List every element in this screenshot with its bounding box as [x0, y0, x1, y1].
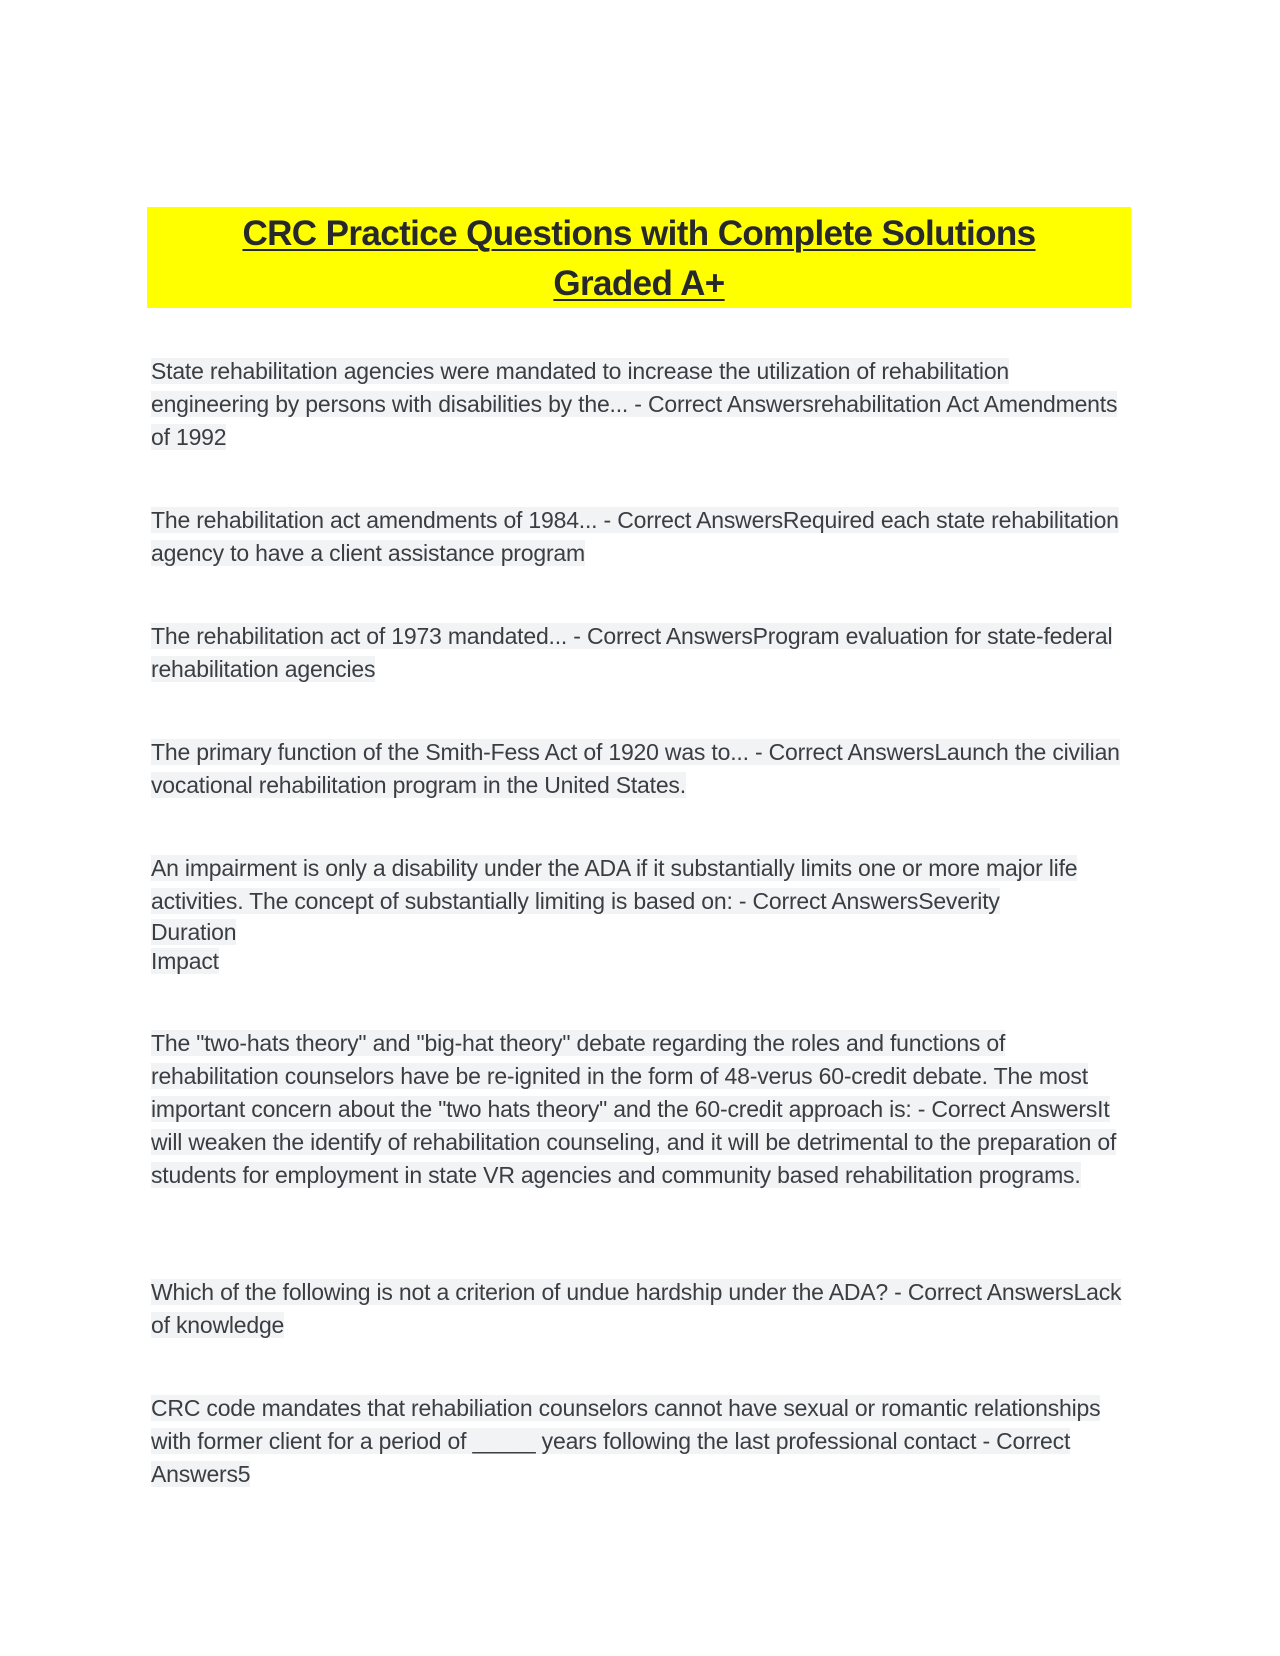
- qa-item-extra-line: Impact: [151, 948, 219, 974]
- qa-item-text: The primary function of the Smith-Fess Act of 1920 was to... - Correct AnswersLaunch the civilian vocational rehabilitation program in the United States.: [151, 739, 1120, 798]
- qa-item-text: CRC code mandates that rehabiliation counselors cannot have sexual or romantic relationships with former client for a period of _____ years following the last professional contact - Correct Answers5: [151, 1395, 1101, 1487]
- qa-item-text: The rehabilitation act of 1973 mandated... - Correct AnswersProgram evaluation for state-federal rehabilitation agencies: [151, 623, 1113, 682]
- qa-item-6: [151, 1027, 1126, 1192]
- qa-item-4: [151, 736, 1126, 802]
- document-title-line-2: Graded A+: [553, 264, 725, 303]
- qa-item-5: [151, 852, 1126, 976]
- document-title-banner: [147, 207, 1131, 308]
- qa-item-text: The "two-hats theory" and "big-hat theory" debate regarding the roles and functions of rehabilitation counselors have be re-ignited in the form of 48-verus 60-credit debate. The most important concern about the "two hats theory" and the 60-credit approach is: - Correct AnswersIt will weaken the identify of rehabilitation counseling, and it will be detrimental to the preparation of students for employment in state VR agencies and community based rehabilitation programs.: [151, 1030, 1117, 1188]
- qa-item-text: An impairment is only a disability under the ADA if it substantially limits one or more major life activities. The concept of substantially limiting is based on: - Correct AnswersSeverity: [151, 855, 1078, 914]
- qa-item-extra-line: Duration: [151, 919, 237, 945]
- qa-item-text: Which of the following is not a criterion of undue hardship under the ADA? - Correct AnswersLack of knowledge: [151, 1279, 1122, 1338]
- qa-item-8: [151, 1392, 1126, 1491]
- qa-item-2: [151, 504, 1126, 570]
- document-title-line-1: CRC Practice Questions with Complete Solutions: [242, 214, 1036, 253]
- qa-item-7: [151, 1276, 1126, 1342]
- qa-item-3: [151, 620, 1126, 686]
- qa-item-text: State rehabilitation agencies were mandated to increase the utilization of rehabilitation engineering by persons with disabilities by the... - Correct Answersrehabilitation Act Amendments of 1992: [151, 358, 1118, 450]
- qa-item-1: [151, 355, 1126, 454]
- qa-item-text: The rehabilitation act amendments of 1984... - Correct AnswersRequired each state rehabilitation agency to have a client assistance program: [151, 507, 1119, 566]
